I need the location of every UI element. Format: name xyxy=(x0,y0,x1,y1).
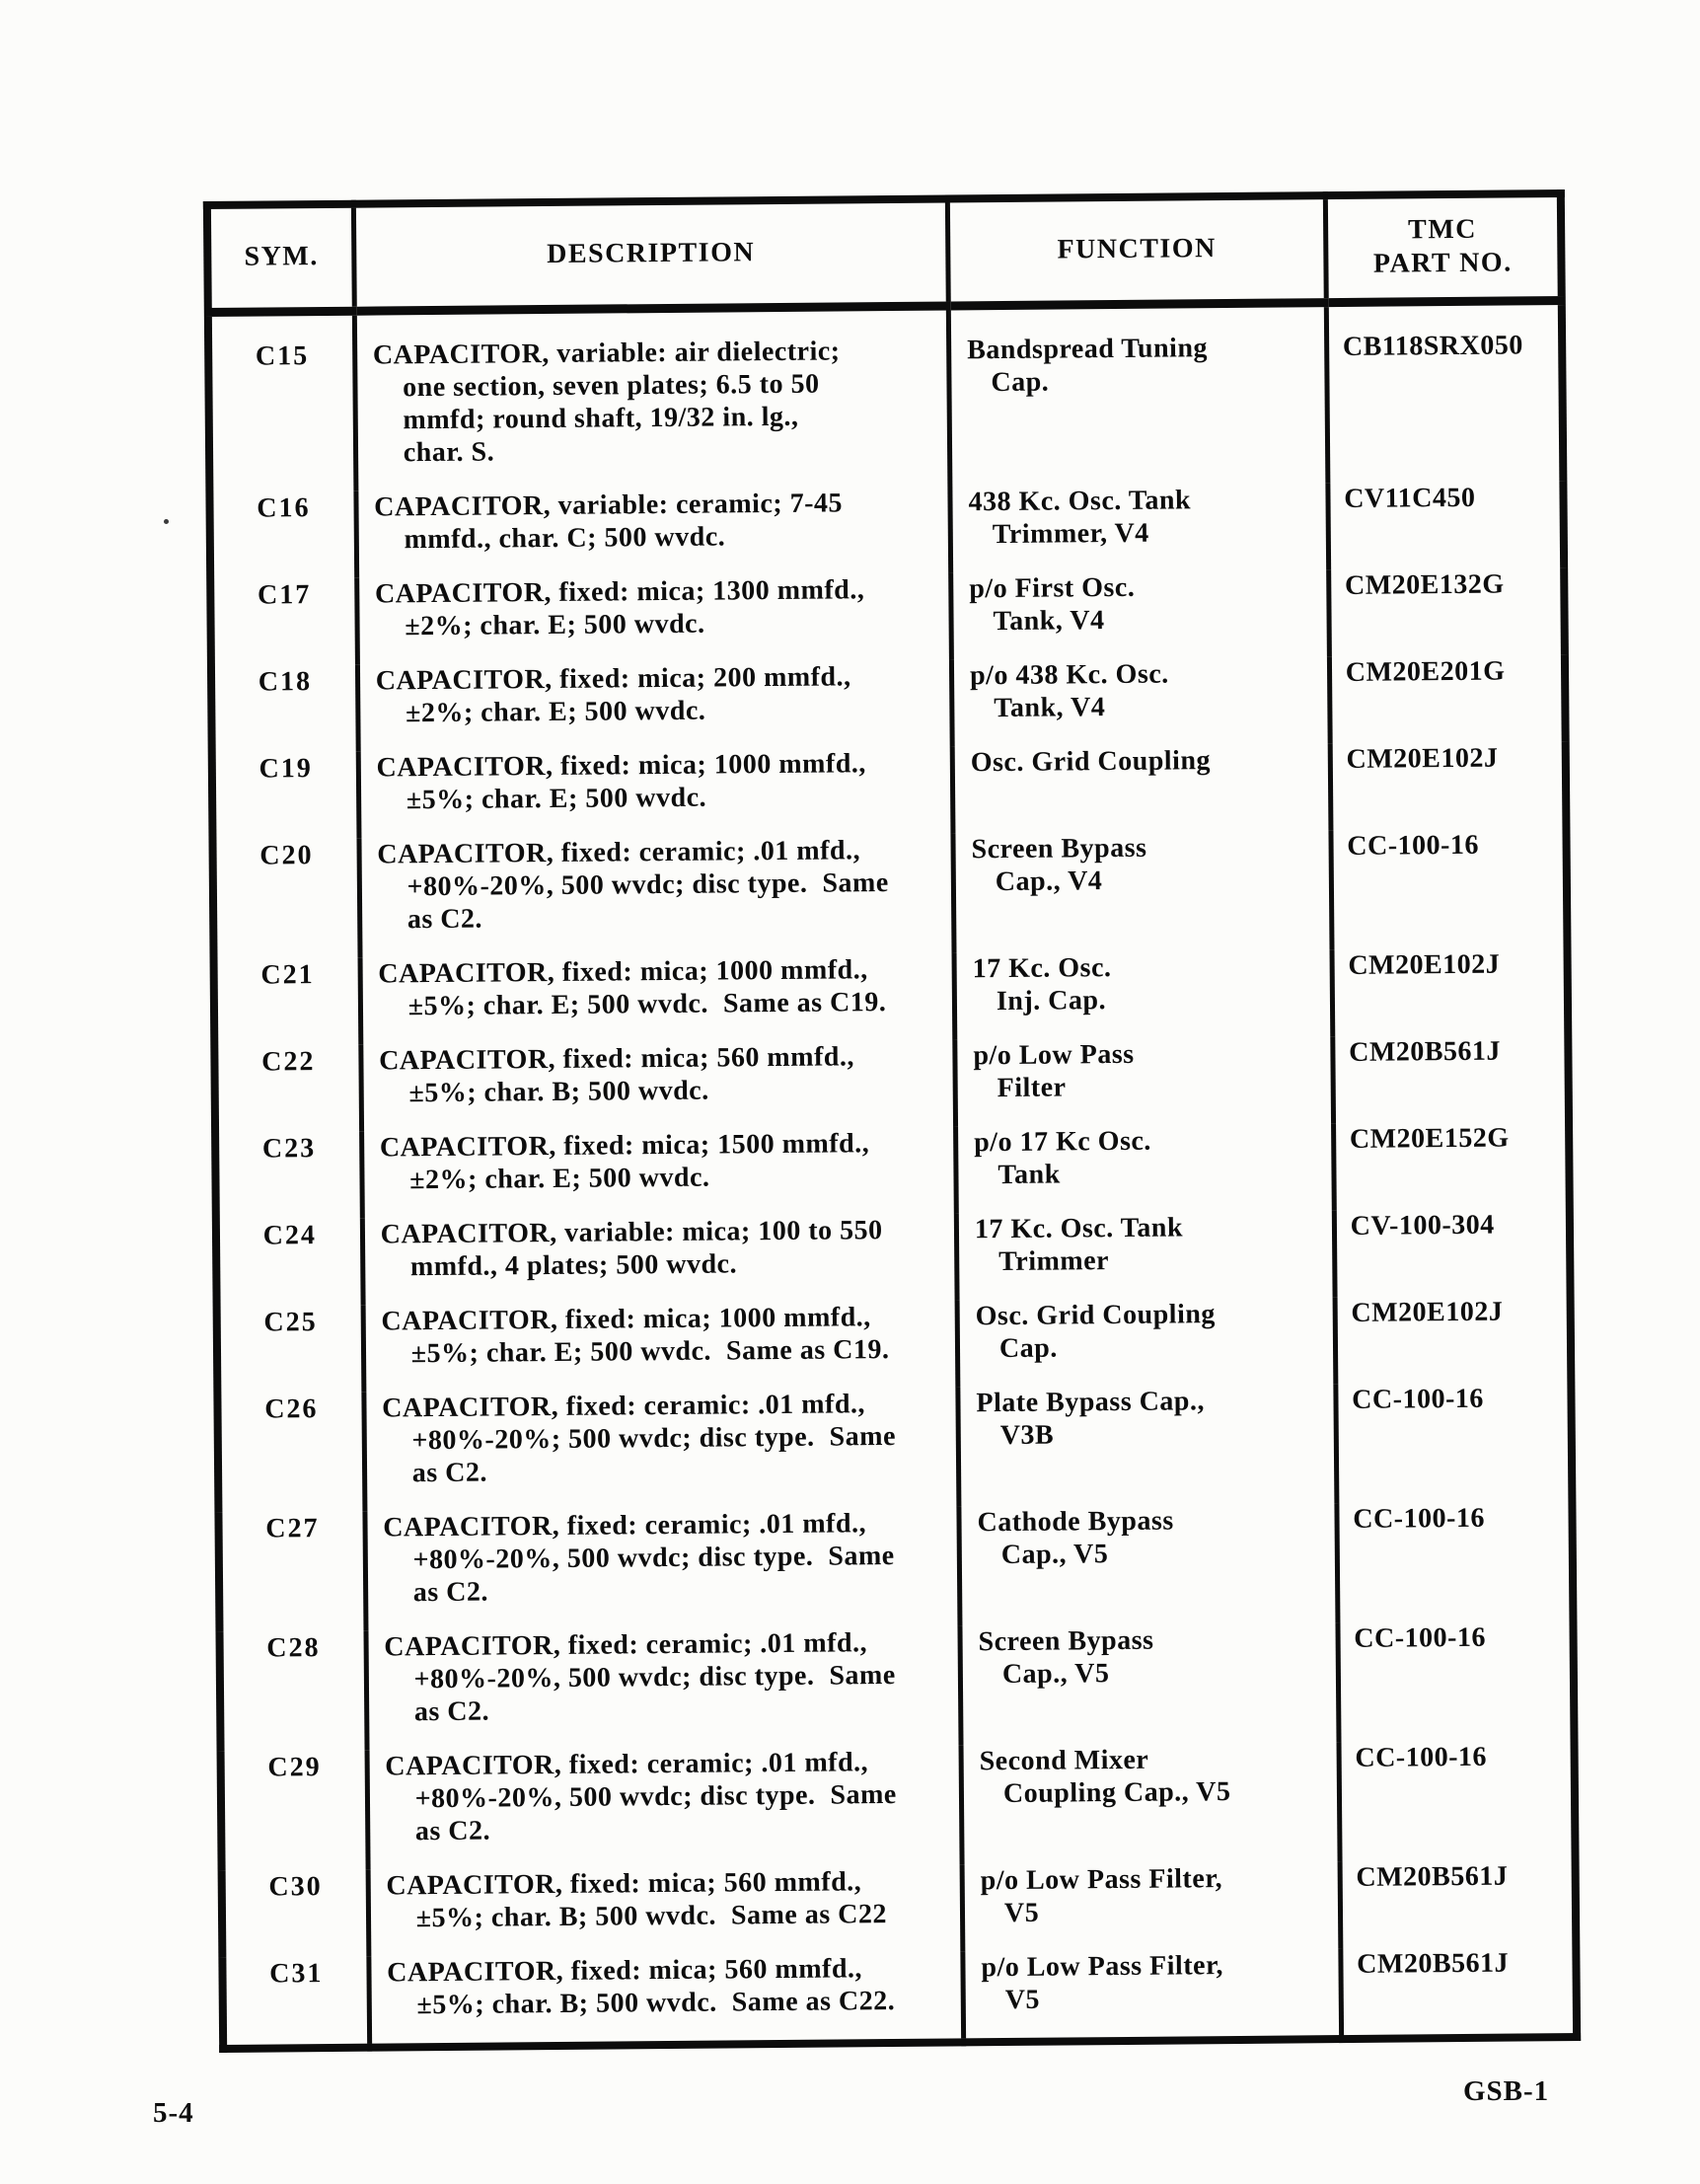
function-cell: 17 Kc. Osc. Inj. Cap. xyxy=(954,949,1333,1039)
function-cell: Screen Bypass Cap., V5 xyxy=(960,1622,1339,1745)
part-no-cell: CM20B561J xyxy=(1340,1859,1577,1948)
description-cell: CAPACITOR, fixed: mica; 560 mmfd., ±5%; char. B; 500 wvdc. Same as C22. xyxy=(369,1951,964,2047)
description-cell: CAPACITOR, fixed: mica; 1300 mmfd., ±2%; char. E; 500 wvdc. xyxy=(356,572,951,664)
sym-cell: C16 xyxy=(257,492,311,524)
function-cell: Cathode Bypass Cap., V5 xyxy=(959,1503,1338,1625)
description-cell: CAPACITOR, fixed: ceramic; .01 mfd., +80%-20%, 500 wvdc; disc type. Same as C2. xyxy=(359,833,954,957)
description-cell: CAPACITOR, variable: mica; 100 to 550 mmfd., 4 plates; 500 wvdc. xyxy=(362,1213,957,1305)
description-cell: CAPACITOR, fixed: mica; 1500 mmfd., ±2%; char. E; 500 wvdc. xyxy=(361,1126,956,1218)
table-row xyxy=(212,828,1567,959)
table-header xyxy=(207,193,1562,312)
document-code: GSB-1 xyxy=(1463,2075,1550,2107)
table-row xyxy=(209,481,1564,579)
function-cell: Osc. Grid Coupling Cap. xyxy=(957,1297,1336,1387)
sym-cell: C22 xyxy=(261,1046,316,1078)
table-row xyxy=(214,947,1569,1046)
table-row xyxy=(211,654,1566,753)
part-no-cell: CC-100-16 xyxy=(1336,1382,1573,1503)
function-cell: Screen Bypass Cap., V4 xyxy=(953,830,1332,952)
function-cell: p/o Low Pass Filter, V5 xyxy=(962,1861,1341,1951)
sym-cell: C18 xyxy=(258,666,313,698)
parts-table-container xyxy=(203,189,1581,2053)
function-cell: p/o First Osc. Tank, V4 xyxy=(951,569,1330,659)
header-description: DESCRIPTION xyxy=(353,198,948,311)
page-number: 5-4 xyxy=(153,2097,194,2129)
part-no-cell: CC-100-16 xyxy=(1331,828,1568,949)
part-no-cell: CM20E102J xyxy=(1330,741,1567,830)
description-cell: CAPACITOR, fixed: mica; 560 mmfd., ±5%; char. B; 500 wvdc. Same as C22 xyxy=(368,1864,963,1956)
table-row xyxy=(222,1859,1577,1958)
part-no-cell: CM20E102J xyxy=(1335,1295,1572,1384)
sym-cell: C30 xyxy=(268,1871,323,1903)
function-cell: Bandspread Tuning Cap. xyxy=(948,303,1327,487)
description-cell: CAPACITOR, fixed: ceramic; .01 mfd., +80%-20%, 500 wvdc; disc type. Same as C2. xyxy=(367,1745,962,1869)
part-no-cell: CC-100-16 xyxy=(1338,1620,1575,1742)
part-no-cell: CM20E132G xyxy=(1328,567,1565,656)
table-row xyxy=(212,741,1567,840)
part-no-cell: CV-100-304 xyxy=(1334,1208,1571,1297)
function-cell: p/o 438 Kc. Osc. Tank, V4 xyxy=(951,656,1330,746)
sym-cell: C24 xyxy=(262,1220,318,1251)
header-row xyxy=(207,193,1562,312)
sym-cell: C23 xyxy=(261,1133,317,1165)
sym-cell: C31 xyxy=(269,1958,324,1990)
table-row xyxy=(218,1501,1573,1632)
sym-cell: C21 xyxy=(260,959,315,991)
sym-cell: C25 xyxy=(263,1307,318,1338)
sym-cell: C26 xyxy=(264,1393,319,1425)
table-row xyxy=(216,1208,1571,1307)
table-row xyxy=(214,1034,1569,1133)
function-cell: Second Mixer Coupling Cap., V5 xyxy=(961,1742,1340,1864)
description-cell: CAPACITOR, fixed: mica; 1000 mmfd., ±5%; char. E; 500 wvdc. Same as C19. xyxy=(360,952,955,1044)
table-row xyxy=(219,1620,1574,1752)
part-no-cell: CM20E102J xyxy=(1332,947,1569,1036)
description-cell: CAPACITOR, fixed: mica; 200 mmfd., ±2%; char. E; 500 wvdc. xyxy=(357,659,952,751)
part-no-cell: CM20B561J xyxy=(1341,1946,1578,2039)
description-cell: CAPACITOR, variable: air dielectric; one section, seven plates; 6.5 to 50 mmfd; round shaft, 19/32 in. lg., char. S. xyxy=(354,306,950,491)
parts-table xyxy=(203,189,1581,2053)
table-row xyxy=(222,1946,1577,2049)
description-cell: CAPACITOR, fixed: ceramic; .01 mfd., +80%-20%, 500 wvdc; disc type. Same as C2. xyxy=(365,1506,960,1630)
scan-artifact-dot xyxy=(164,519,169,524)
description-cell: CAPACITOR, variable: ceramic; 7-45 mmfd., char. C; 500 wvdc. xyxy=(356,486,951,577)
part-no-cell: CC-100-16 xyxy=(1337,1501,1574,1622)
sym-cell: C27 xyxy=(265,1513,320,1544)
sym-cell: C17 xyxy=(257,579,312,611)
header-function: FUNCTION xyxy=(947,195,1326,306)
header-part-no: TMC PART NO. xyxy=(1325,193,1562,303)
part-no-cell: CM20B561J xyxy=(1333,1034,1570,1123)
sym-cell: C19 xyxy=(259,753,313,785)
sym-cell: C29 xyxy=(267,1752,322,1783)
function-cell: Plate Bypass Cap., V3B xyxy=(958,1384,1337,1506)
function-cell: Osc. Grid Coupling xyxy=(952,743,1331,833)
sym-cell: C28 xyxy=(266,1632,321,1664)
function-cell: p/o Low Pass Filter xyxy=(955,1036,1334,1126)
table-row xyxy=(217,1382,1572,1513)
sym-cell: C15 xyxy=(255,340,310,372)
table-row xyxy=(217,1295,1572,1393)
function-cell: p/o Low Pass Filter, V5 xyxy=(963,1948,1342,2042)
description-cell: CAPACITOR, fixed: mica; 1000 mmfd., ±5%; char. E; 500 wvdc. Same as C19. xyxy=(363,1300,958,1392)
function-cell: 17 Kc. Osc. Tank Trimmer xyxy=(956,1210,1335,1300)
header-sym: SYM. xyxy=(207,204,354,313)
part-no-cell: CV11C450 xyxy=(1328,481,1565,569)
part-no-cell: CM20E201G xyxy=(1329,654,1566,743)
function-cell: 438 Kc. Osc. Tank Trimmer, V4 xyxy=(950,483,1329,572)
table-row xyxy=(208,301,1564,492)
function-cell: p/o 17 Kc Osc. Tank xyxy=(956,1123,1335,1213)
part-no-cell: CB118SRX050 xyxy=(1326,301,1563,484)
table-row xyxy=(215,1121,1570,1220)
part-no-cell: CC-100-16 xyxy=(1339,1740,1576,1861)
description-cell: CAPACITOR, fixed: ceramic; .01 mfd., +80%-20%, 500 wvdc; disc type. Same as C2. xyxy=(366,1625,961,1750)
table-row xyxy=(221,1740,1576,1871)
part-no-cell: CM20E152G xyxy=(1333,1121,1570,1210)
sym-cell: C20 xyxy=(259,840,314,871)
table-row xyxy=(210,567,1565,666)
table-body xyxy=(208,301,1577,2049)
description-cell: CAPACITOR, fixed: mica; 560 mmfd., ±5%; char. B; 500 wvdc. xyxy=(360,1039,955,1131)
description-cell: CAPACITOR, fixed: mica; 1000 mmfd., ±5%; char. E; 500 wvdc. xyxy=(358,746,953,838)
description-cell: CAPACITOR, fixed: ceramic: .01 mfd., +80%-20%; 500 wvdc; disc type. Same as C2. xyxy=(364,1387,959,1511)
